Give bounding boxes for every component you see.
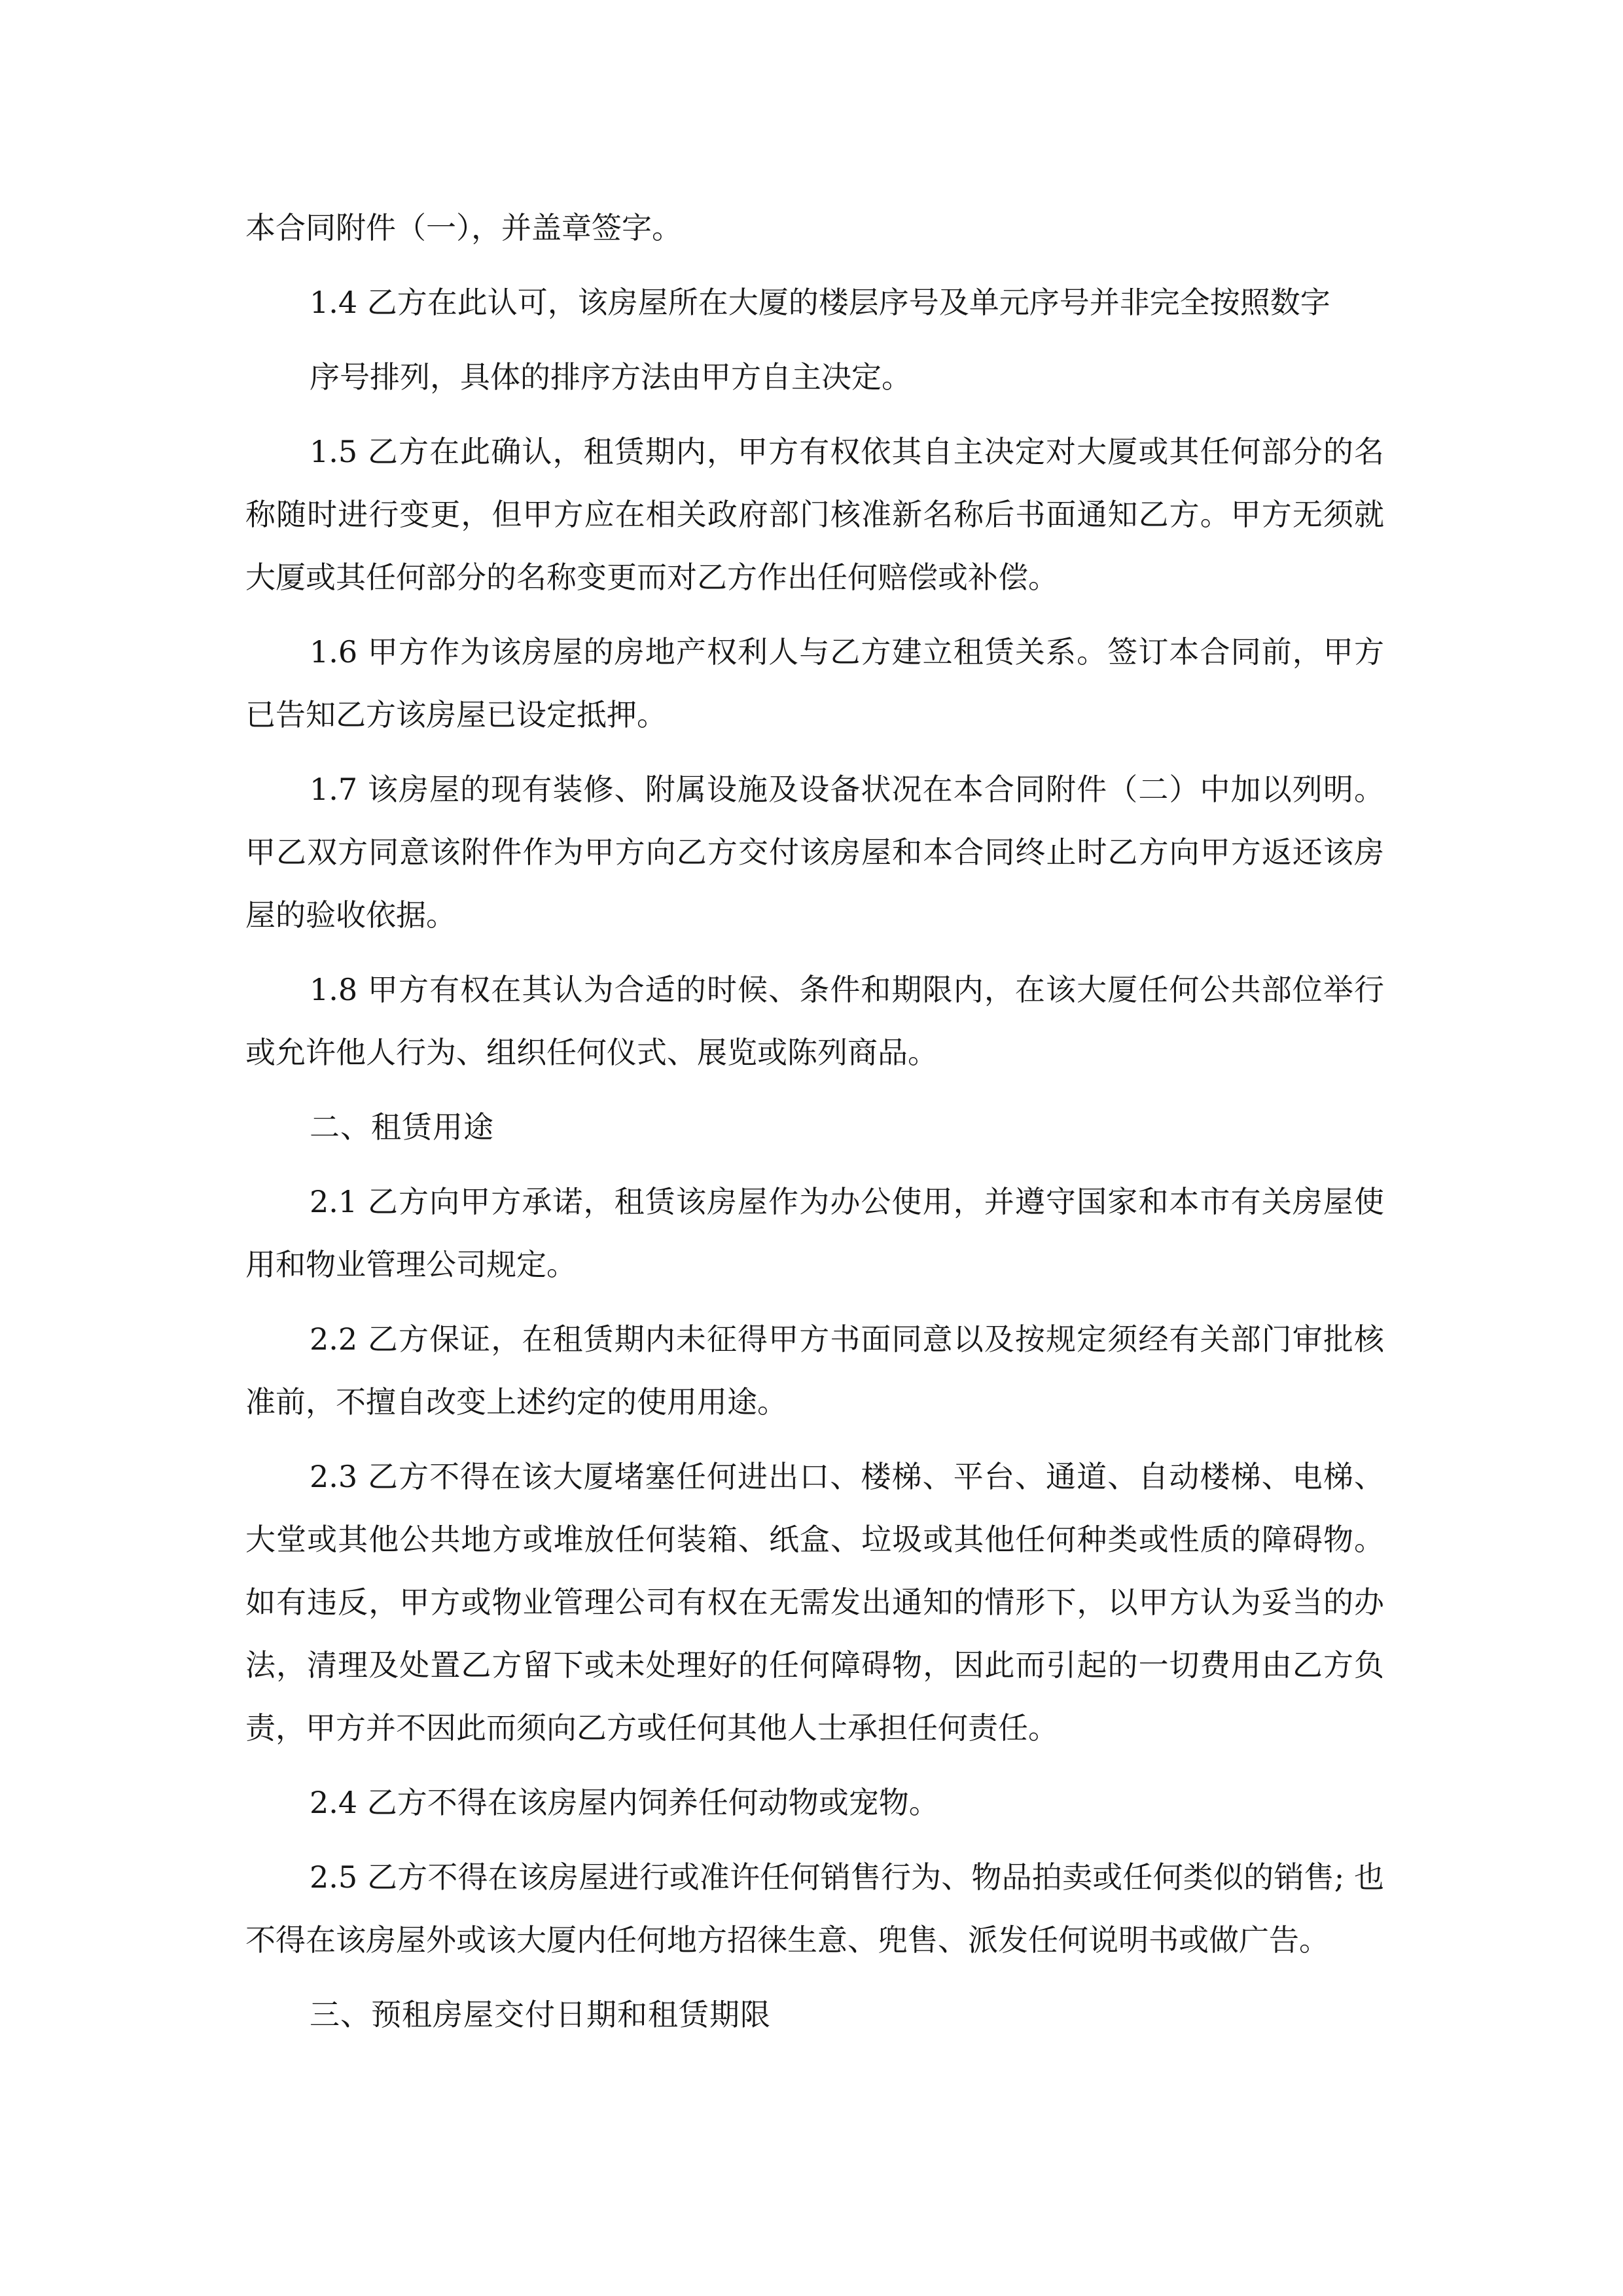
clause-2-3: 2.3 乙方不得在该大厦堵塞任何进出口、楼梯、平台、通道、自动楼梯、电梯、大堂或其他公共地方或堆放任何装箱、纸盒、垃圾或其他任何种类或性质的障碍物。如有违反，甲方或物业管理公司有权在无需发出通知的情形下，以甲方认为妥当的办法，清理及处置乙方留下或未处理好的任何障碍物，因此而引起的一切费用由乙方负责，甲方并不因此而须向乙方或任何其他人士承担任何责任。 [245, 1459, 1384, 1746]
clause-2-5: 2.5 乙方不得在该房屋进行或准许任何销售行为、物品拍卖或任何类似的销售; 也不得在该房屋外或该大厦内任何地方招徕生意、兜售、派发任何说明书或做广告。 [245, 1859, 1384, 1958]
clause-2-4: 2.4 乙方不得在该房屋内饲养任何动物或宠物。 [310, 1785, 939, 1820]
section-heading-lease-purpose: 二、租赁用途 [310, 1109, 494, 1145]
clause-2-2: 2.2 乙方保证，在租赁期内未征得甲方书面同意以及按规定须经有关部门审批核准前，不擅自改变上述约定的使用用途。 [245, 1321, 1384, 1420]
clause-1-6: 1.6 甲方作为该房屋的房地产权利人与乙方建立租赁关系。签订本合同前，甲方已告知乙方该房屋已设定抵押。 [245, 634, 1384, 732]
clause-1-4-continued: 序号排列，具体的排序方法由甲方自主决定。 [310, 359, 912, 395]
clause-1-4: 1.4 乙方在此认可，该房屋所在大厦的楼层序号及单元序号并非完全按照数字 [310, 285, 1330, 320]
paragraph-attachment-signing: 本合同附件（一），并盖章签字。 [245, 210, 682, 245]
clause-1-7: 1.7 该房屋的现有装修、附属设施及设备状况在本合同附件（二）中加以列明。甲乙双方同意该附件作为甲方向乙方交付该房屋和本合同终止时乙方向甲方返还该房屋的验收依据。 [245, 772, 1384, 933]
clause-1-8: 1.8 甲方有权在其认为合适的时候、条件和期限内，在该大厦任何公共部位举行或允许他人行为、组织任何仪式、展览或陈列商品。 [245, 972, 1384, 1070]
section-heading-delivery-date-and-term: 三、预租房屋交付日期和租赁期限 [310, 1997, 771, 2032]
clause-1-5: 1.5 乙方在此确认，租赁期内，甲方有权依其自主决定对大厦或其任何部分的名称随时进行变更，但甲方应在相关政府部门核准新名称后书面通知乙方。甲方无须就大厦或其任何部分的名称变更而对乙方作出任何赔偿或补偿。 [245, 434, 1384, 595]
clause-2-1: 2.1 乙方向甲方承诺，租赁该房屋作为办公使用，并遵守国家和本市有关房屋使用和物业管理公司规定。 [245, 1184, 1384, 1282]
contract-body [245, 196, 1384, 2058]
